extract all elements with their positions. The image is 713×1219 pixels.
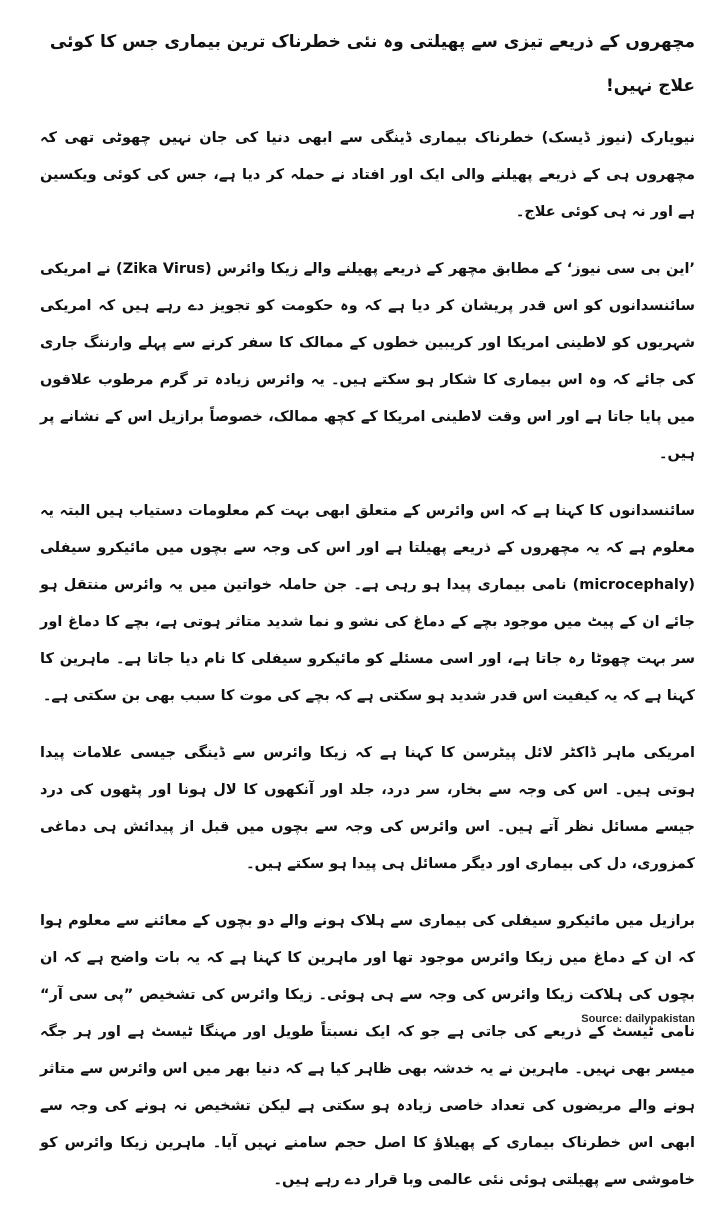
article-headline: مچھروں کے ذریعے تیزی سے پھیلتی وہ نئی خطرناک ترین بیماری جس کا کوئی علاج نہیں! xyxy=(49,32,695,96)
source-credit: Source: dailypakistan xyxy=(581,1013,695,1025)
article xyxy=(40,20,695,1219)
article-paragraph-5: برازیل میں مائیکرو سیفلی کی بیماری سے ہلاک ہونے والے دو بچوں کے معائنے سے معلوم ہوا کہ ان کے دماغ میں زیکا وائرس موجود تھا اور ماہرین کا کہنا ہے کہ یہ بات واضح ہے کہ ان بچوں کی ہلاکت زیکا وائرس کی وجہ سے ہی ہوئی۔ زیکا وائرس کی تشخیص ”پی سی آر“ نامی ٹیسٹ کے ذریعے کی جاتی ہے جو کہ ایک نسبتاً طویل اور مہنگا ٹیسٹ ہے اور ہر جگہ میسر بھی نہیں۔ ماہرین نے یہ خدشہ بھی ظاہر کیا ہے کہ دنیا بھر میں اس وائرس سے متاثر ہونے والے مریضوں کی تعداد خاصی زیادہ ہو سکتی ہے لیکن تشخیص نہ ہونے کی وجہ سے ابھی اس خطرناک بیماری کے پھیلاؤ کا اصل حجم سامنے نہیں آیا۔ ماہرین زیکا وائرس کو خاموشی سے پھیلتی ہوئی نئی عالمی وبا قرار دے رہے ہیں۔ xyxy=(40,913,695,1188)
article-paragraph-3: سائنسدانوں کا کہنا ہے کہ اس وائرس کے متعلق ابھی بہت کم معلومات دستیاب ہیں البتہ یہ معلوم ہے کہ یہ مچھروں کے ذریعے پھیلتا ہے اور اس کی وجہ سے بچوں میں مائیکرو سیفلی (microcephaly) نامی بیماری پیدا ہو رہی ہے۔ جن حاملہ خواتین میں یہ وائرس منتقل ہو جائے ان کے پیٹ میں موجود بچے کے دماغ کی نشو و نما شدید متاثر ہوتی ہے، بچے کا دماغ اور سر بہت چھوٹا رہ جاتا ہے، اور اسی مسئلے کو مائیکرو سیفلی کا نام دیا جاتا ہے۔ ماہرین کا کہنا ہے کہ یہ کیفیت اس قدر شدید ہو سکتی ہے کہ بچے کی موت کا سبب بھی بن سکتی ہے۔ xyxy=(40,503,695,704)
article-paragraph-1: نیویارک (نیوز ڈیسک) خطرناک بیماری ڈینگی سے ابھی دنیا کی جان نہیں چھوٹی تھی کہ مچھروں ہی کے ذریعے پھیلنے والی ایک اور افتاد نے حملہ کر دیا ہے، جس کی کوئی ویکسین ہے اور نہ ہی کوئی علاج۔ xyxy=(40,130,695,220)
article-paragraph-2: ’این بی سی نیوز‘ کے مطابق مچھر کے ذریعے پھیلنے والے زیکا وائرس (Zika Virus) نے امریکی سائنسدانوں کو اس قدر پریشان کر دیا ہے کہ وہ حکومت کو تجویز دے رہے ہیں کہ امریکی شہریوں کو لاطینی امریکا اور کریبین خطوں کے ممالک کا سفر کرنے سے پہلے وارننگ جاری کی جائے کہ وہ اس بیماری کا شکار ہو سکتے ہیں۔ یہ وائرس زیادہ تر گرم مرطوب علاقوں میں پایا جاتا ہے اور اس وقت لاطینی امریکا کے کچھ ممالک، خصوصاً برازیل اس کے نشانے پر ہیں۔ xyxy=(40,261,695,462)
article-paragraph-4: امریکی ماہر ڈاکٹر لائل پیٹرسن کا کہنا ہے کہ زیکا وائرس سے ڈینگی جیسی علامات پیدا ہوتی ہیں۔ اس کی وجہ سے بخار، سر درد، جلد اور آنکھوں کا لال ہونا اور پٹھوں کی درد جیسے مسائل نظر آتے ہیں۔ اس وائرس کی وجہ سے بچوں میں قبل از پیدائش ہی دماغی کمزوری، دل کی بیماری اور دیگر مسائل ہی پیدا ہو سکتے ہیں۔ xyxy=(40,745,695,872)
